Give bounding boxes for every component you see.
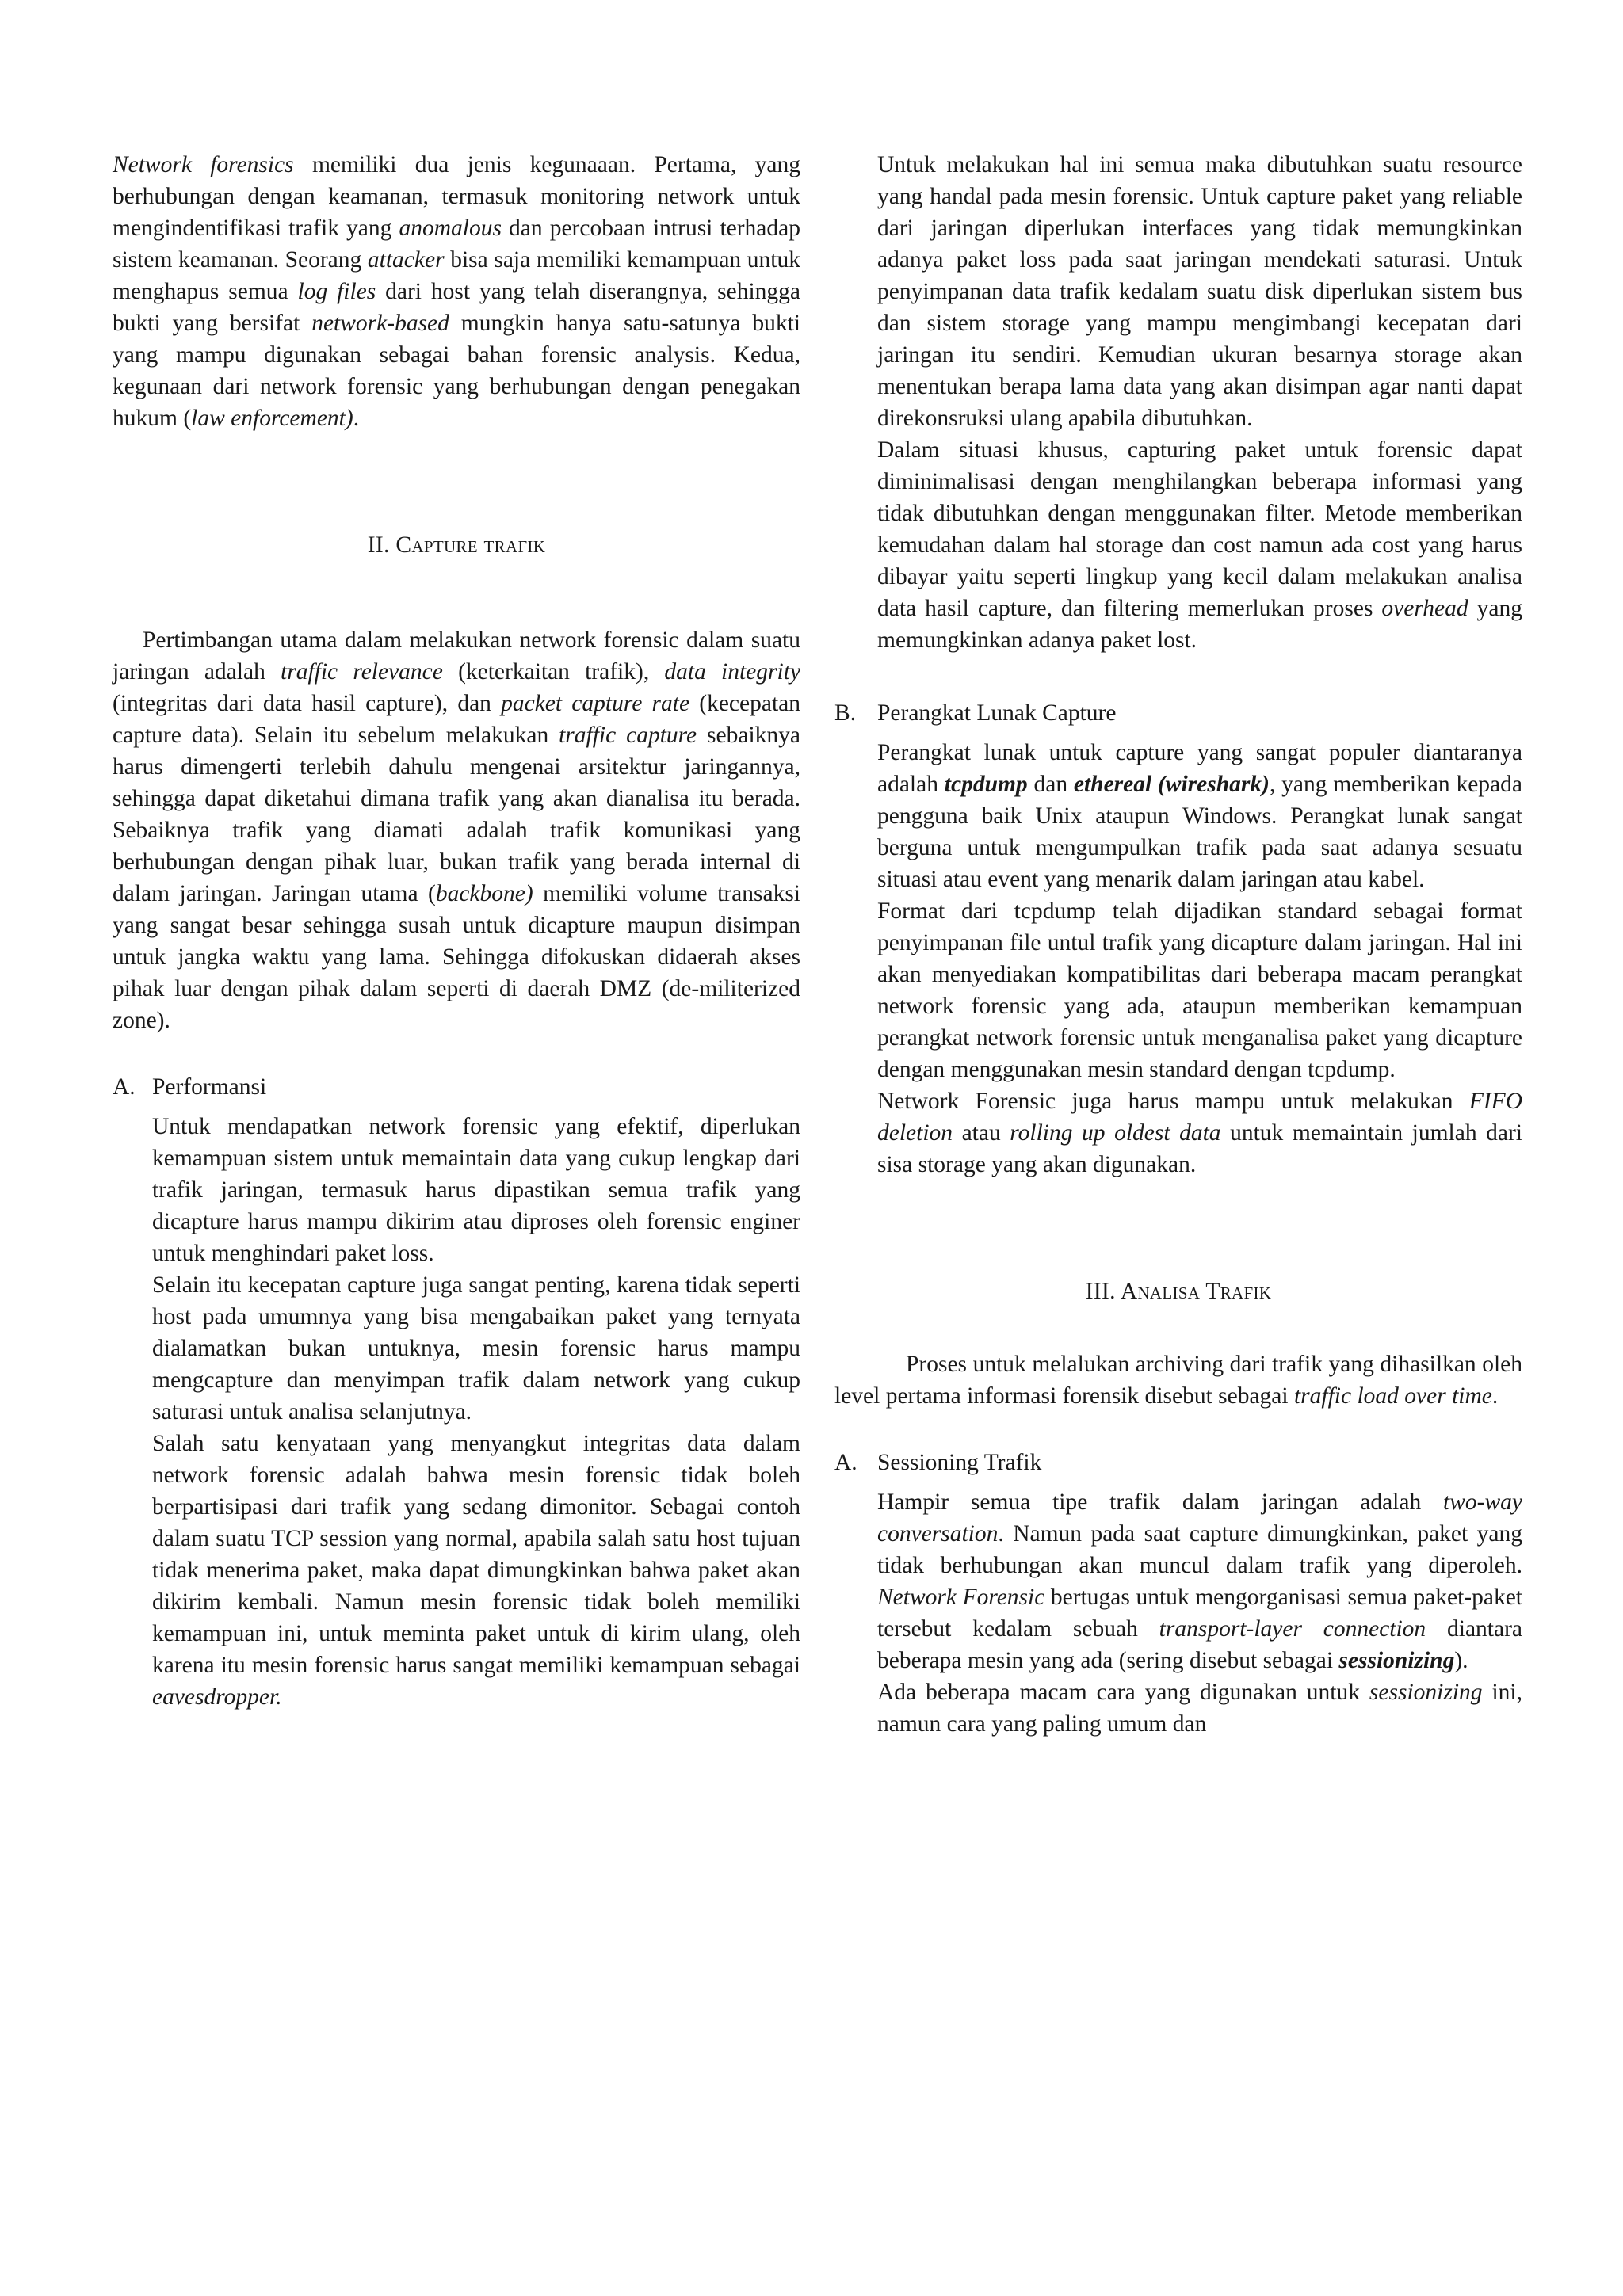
continued-paragraph-1: Untuk melakukan hal ini semua maka dibutuhkan suatu resource yang handal pada mesin forensic. Untuk capture paket yang reliable dari jaringan diperlukan interfaces yang tidak memungkinkan adanya paket loss pada saat jaringan mendekati saturasi. Untuk penyimpanan data trafik kedalam suatu disk diperlukan sistem bus dan sistem storage yang mampu mengimbangi kecepatan dari jaringan itu sendiri. Kemudian ukuran besarnya storage akan menentukan berapa lama data yang akan disimpan agar nanti dapat direkonsruksi ulang apabila dibutuhkan. [877,152,1522,431]
section-heading-capture-trafik [113,529,800,561]
sessioning-paragraph-2: Ada beberapa macam cara yang digunakan untuk sessionizing ini, namun cara yang paling umum dan [877,1680,1522,1737]
section-number: II. [367,532,390,558]
perangkat-lunak-paragraph-1: Perangkat lunak untuk capture yang sangat populer diantaranya adalah tcpdump dan ethereal (wireshark), yang memberikan kepada pengguna baik Unix ataupun Windows. Perangkat lunak sangat berguna untuk mengumpulkan trafik pada saat adanya sesuatu situasi atau event yang menarik dalam jaringan atau kabel. [877,740,1522,892]
right-column [834,149,1522,1740]
section-number: III. [1085,1279,1116,1304]
section-title: Capture trafik [395,532,546,558]
intro-paragraph: Network forensics memiliki dua jenis kegunaaan. Pertama, yang berhubungan dengan keamanan, termasuk monitoring network untuk mengindentifikasi trafik yang anomalous dan percobaan intrusi terhadap sistem keamanan. Seorang attacker bisa saja memiliki kemampuan untuk menghapus semua log files dari host yang telah diserangnya, sehingga bukti yang bersifat network-based mungkin hanya satu-satunya bukti yang mampu digunakan sebagai bahan forensic analysis. Kedua, kegunaan dari network forensic yang berhubungan dengan penegakan hukum (law enforcement). [113,152,801,431]
subsection-heading-sessioning-trafik [834,1447,1522,1478]
subsection-title: Performansi [152,1074,267,1100]
subsection-heading-performansi [113,1071,800,1103]
subsection-label: B. [834,700,857,726]
section-heading-analisa-trafik [834,1276,1522,1307]
subsection-title: Sessioning Trafik [877,1450,1042,1475]
sessioning-paragraph-1: Hampir semua tipe trafik dalam jaringan adalah two-way conversation. Namun pada saat capture dimungkinkan, paket yang tidak berhubungan akan muncul dalam trafik yang diperoleh. Network Forensic bertugas untuk mengorganisasi semua paket-paket tersebut kedalam sebuah transport-layer connection diantara beberapa mesin yang ada (sering disebut sebagai sessionizing). [877,1489,1522,1673]
perangkat-lunak-paragraph-3: Network Forensic juga harus mampu untuk melakukan FIFO deletion atau rolling up oldest data untuk memaintain jumlah dari sisa storage yang akan digunakan. [877,1089,1522,1177]
capture-trafik-paragraph: Pertimbangan utama dalam melakukan network forensic dalam suatu jaringan adalah traffic relevance (keterkaitan trafik), data integrity (integritas dari data hasil capture), dan packet capture rate (kecepatan capture data). Selain itu sebelum melakukan traffic capture sebaiknya harus dimengerti terlebih dahulu mengenai arsitektur jaringannya, sehingga dapat diketahui dimana trafik yang akan dianalisa itu berada. Sebaiknya trafik yang diamati adalah trafik komunikasi yang berhubungan dengan pihak luar, bukan trafik yang berada internal di dalam jaringan. Jaringan utama (backbone) memiliki volume transaksi yang sangat besar sehingga susah untuk dicapture maupun disimpan untuk jangka waktu yang lama. Sehingga difokuskan didaerah akses pihak luar dengan pihak dalam seperti di daerah DMZ (de-militerized zone). [113,627,800,1033]
section-title: Analisa Trafik [1120,1279,1272,1304]
subsection-title: Perangkat Lunak Capture [877,700,1117,726]
analisa-trafik-paragraph: Proses untuk melalukan archiving dari trafik yang dihasilkan oleh level pertama informasi forensik disebut sebagai traffic load over time. [834,1352,1522,1409]
subsection-label: A. [113,1074,136,1100]
subsection-label: A. [834,1450,857,1475]
continued-paragraph-2: Dalam situasi khusus, capturing paket untuk forensic dapat diminimalisasi dengan menghilangkan beberapa informasi yang tidak dibutuhkan dengan menggunakan filter. Metode memberikan kemudahan dalam hal storage dan cost namun ada cost yang harus dibayar yaitu seperti lingkup yang kecil dalam melakukan analisa data hasil capture, dan filtering memerlukan proses overhead yang memungkinkan adanya paket lost. [877,437,1522,653]
left-column [113,149,800,1713]
performansi-paragraph-2: Selain itu kecepatan capture juga sangat penting, karena tidak seperti host pada umumnya yang bisa mengabaikan paket yang ternyata dialamatkan bukan untuknya, mesin forensic harus mampu mengcapture dan menyimpan trafik dalam network yang cukup saturasi untuk analisa selanjutnya. [152,1272,800,1425]
perangkat-lunak-paragraph-2: Format dari tcpdump telah dijadikan standard sebagai format penyimpanan file untul trafik yang dicapture dalam jaringan. Hal ini akan menyediakan kompatibilitas dari beberapa macam perangkat network forensic yang ada, ataupun memberikan kemampuan perangkat network forensic untuk menganalisa paket yang dicapture dengan menggunakan mesin standard dengan tcpdump. [877,898,1522,1082]
performansi-paragraph-1: Untuk mendapatkan network forensic yang efektif, diperlukan kemampuan sistem untuk memaintain data yang cukup lengkap dari trafik jaringan, termasuk harus dipastikan semua trafik yang dicapture harus mampu dikirim atau diproses oleh forensic enginer untuk menghindari paket loss. [152,1114,800,1266]
performansi-paragraph-3: Salah satu kenyataan yang menyangkut integritas data dalam network forensic adalah bahwa mesin forensic tidak boleh berpartisipasi dari trafik yang sedang dimonitor. Sebagai contoh dalam suatu TCP session yang normal, apabila salah satu host tujuan tidak menerima paket, maka dapat dimungkinkan bahwa paket akan dikirim kembali. Namun mesin forensic tidak boleh memiliki kemampuan ini, untuk meminta paket untuk di kirim ulang, oleh karena itu mesin forensic harus sangat memiliki kemampuan sebagai eavesdropper. [152,1431,800,1710]
subsection-heading-perangkat-lunak [834,697,1522,729]
